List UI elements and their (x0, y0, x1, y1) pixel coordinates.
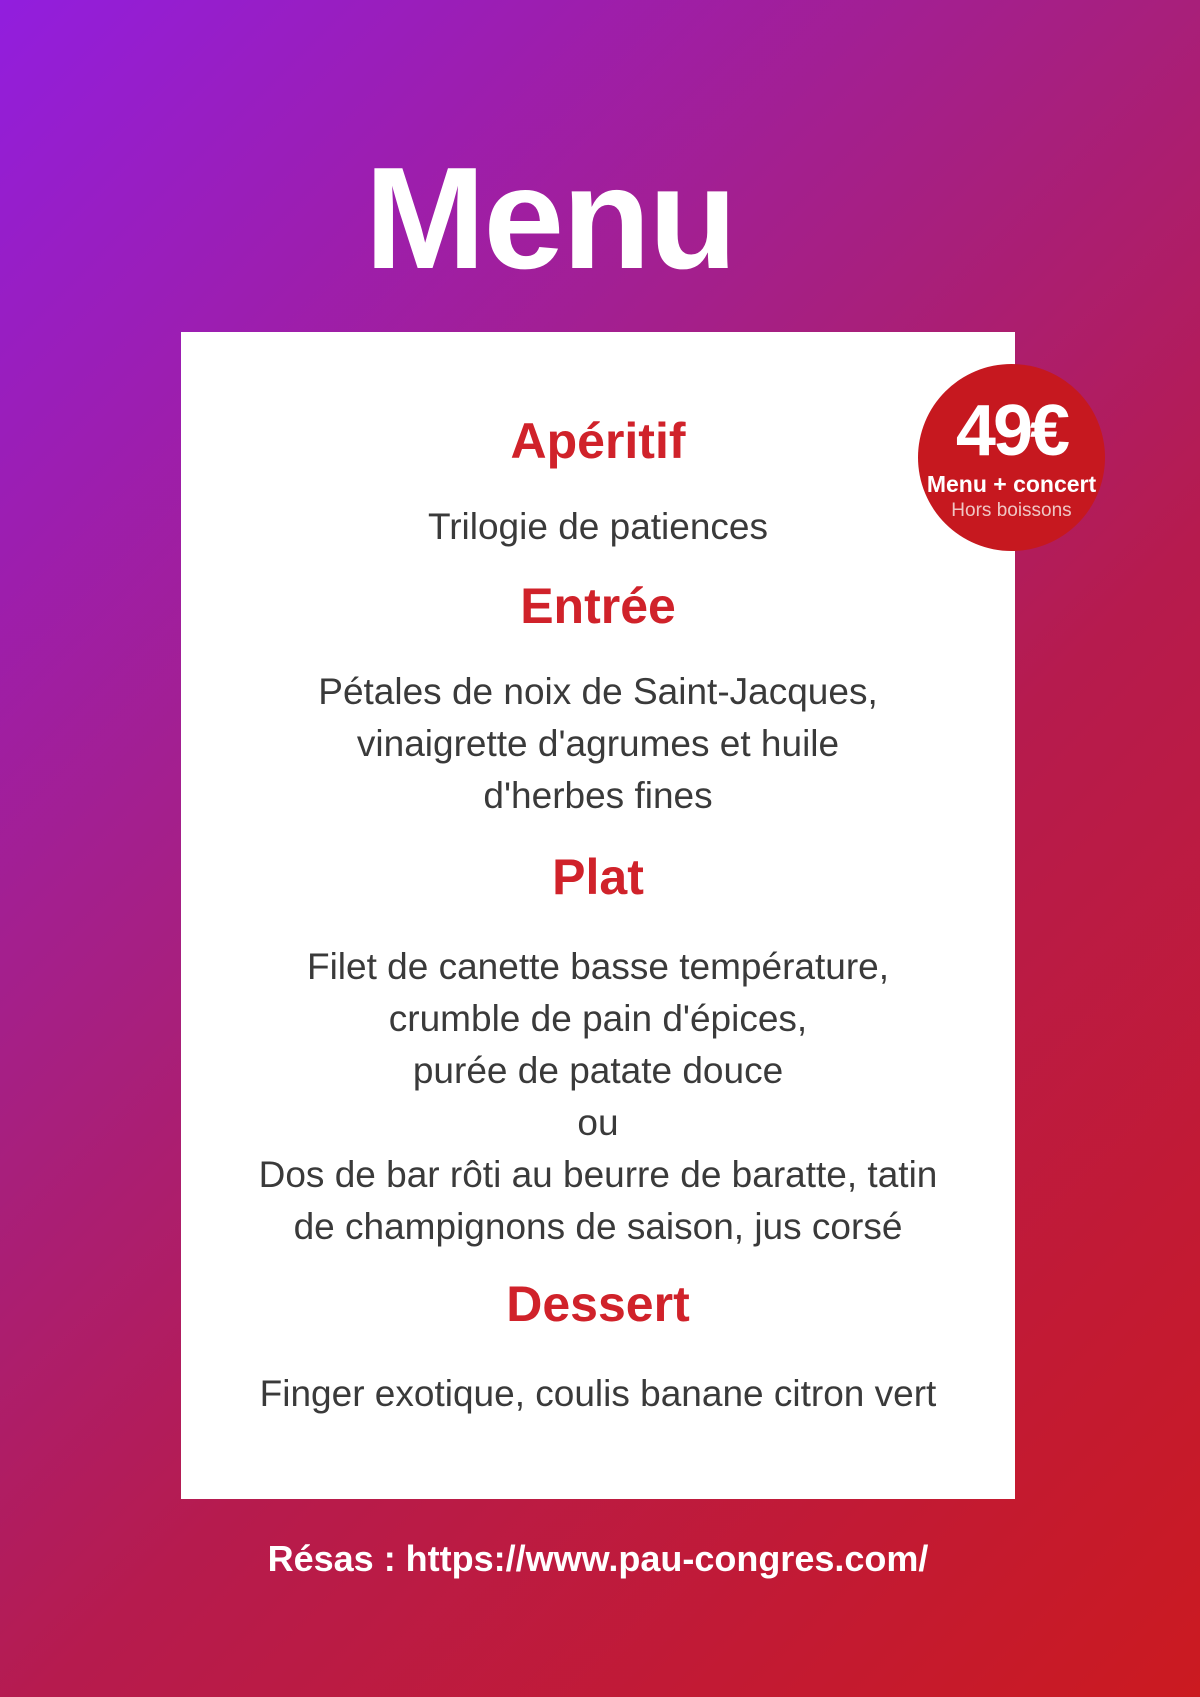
menu-line: vinaigrette d'agrumes et huile (356, 723, 840, 764)
menu-line: Dos de bar rôti au beurre de baratte, tatin (258, 1154, 938, 1195)
page-title: Menu (364, 137, 736, 299)
section-body-aperitif (181, 501, 1015, 553)
menu-line: purée de patate douce (412, 1050, 784, 1091)
section-body-entree (181, 666, 1015, 822)
section-body-plat (181, 941, 1015, 1253)
reservation-link[interactable]: Résas : https://www.pau-congres.com/ (267, 1538, 929, 1579)
menu-line: d'herbes fines (483, 775, 713, 816)
menu-line: crumble de pain d'épices, (388, 998, 808, 1039)
section-heading-plat: Plat (552, 849, 644, 905)
section-body-dessert (181, 1368, 1015, 1420)
price-badge (918, 364, 1105, 551)
menu-line-or-separator: ou (577, 1102, 619, 1143)
price-amount: 49€ (955, 391, 1068, 471)
menu-line: Pétales de noix de Saint-Jacques, (318, 671, 878, 712)
section-heading-dessert: Dessert (506, 1276, 690, 1332)
price-subtitle: Menu + concert (926, 471, 1097, 497)
menu-line: Trilogie de patiences (427, 506, 769, 547)
menu-line: de champignons de saison, jus corsé (293, 1206, 903, 1247)
menu-line: Filet de canette basse température, (306, 946, 890, 987)
price-note: Hors boissons (951, 500, 1072, 521)
menu-line: Finger exotique, coulis banane citron vert (259, 1373, 937, 1414)
section-heading-aperitif: Apéritif (510, 413, 686, 469)
section-heading-entree: Entrée (520, 578, 676, 634)
